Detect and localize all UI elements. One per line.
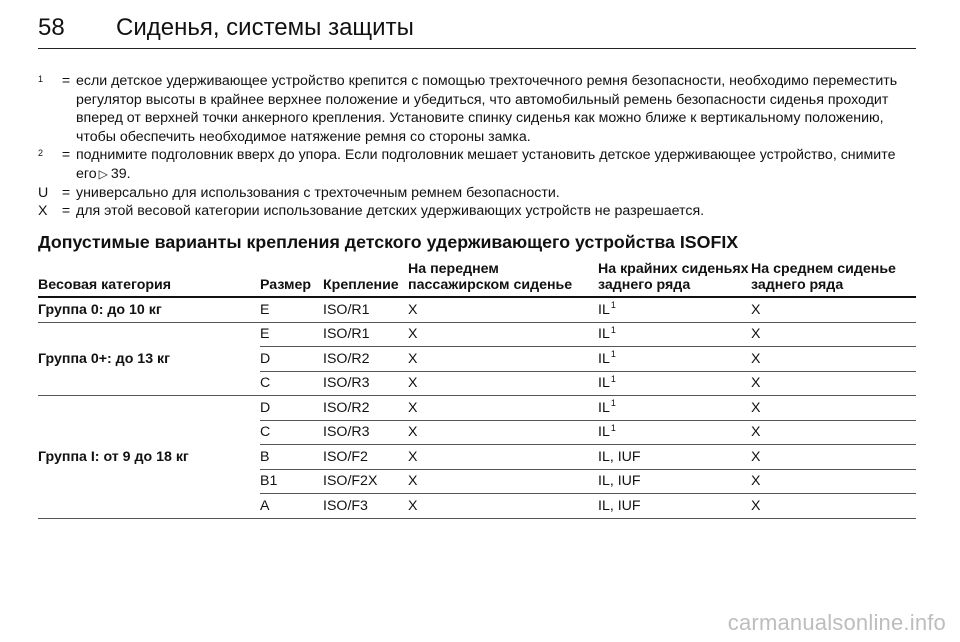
cell-mount-text: ISO/R1: [323, 326, 370, 343]
cell-mount: [323, 322, 408, 347]
table-row: [38, 322, 916, 347]
cell-rear-outer: [598, 371, 751, 396]
cell-rear-outer-text: IL: [598, 375, 610, 392]
header-front-passenger-seat: На переднем пассажирском сиденье: [408, 262, 598, 297]
cell-front-seat-text: X: [408, 448, 418, 465]
table-row: [38, 396, 916, 421]
cell-size-text: E: [260, 326, 270, 343]
footnote-marker: 1: [610, 398, 616, 409]
cell-front-seat-text: X: [408, 424, 418, 441]
isofix-table: [38, 262, 916, 519]
cell-size: [260, 322, 323, 347]
page-title: Сиденья, системы защиты: [116, 14, 414, 41]
cell-rear-middle-text: X: [751, 448, 761, 465]
legend-u: [38, 184, 914, 203]
cell-size: [260, 445, 323, 470]
cell-size: [260, 371, 323, 396]
cell-rear-middle-text: X: [751, 473, 761, 490]
cell-mount-text: ISO/F2: [323, 448, 368, 465]
cell-mount-text: ISO/F2X: [323, 473, 378, 490]
cell-rear-outer: [598, 322, 751, 347]
footnote-marker: 1: [610, 422, 616, 433]
table-body: [38, 297, 916, 518]
cell-size: [260, 469, 323, 494]
cell-rear-middle: [751, 347, 916, 372]
cell-rear-outer-text: IL: [598, 424, 610, 441]
footnote-marker: 1: [610, 300, 616, 311]
page-reference[interactable]: 39.: [110, 165, 131, 182]
cell-rear-middle-text: X: [751, 424, 761, 441]
footnote-2: [38, 146, 914, 183]
cell-size-text: C: [260, 424, 271, 441]
cell-size-text: D: [260, 399, 271, 416]
cell-rear-middle-text: X: [751, 301, 761, 318]
legend-key: X: [38, 203, 48, 220]
cell-rear-outer-text: IL, IUF: [598, 448, 641, 465]
cell-front-seat-text: X: [408, 399, 418, 416]
cell-rear-outer: [598, 297, 751, 322]
cell-rear-middle-text: X: [751, 326, 761, 343]
weight-group-label: Группа 0: до 10 кг: [38, 297, 260, 322]
cell-mount-text: ISO/R1: [323, 301, 370, 318]
cell-rear-middle-text: X: [751, 375, 761, 392]
page-number: 58: [38, 14, 65, 41]
cell-mount: [323, 469, 408, 494]
cell-front-seat-text: X: [408, 375, 418, 392]
page-reference-arrow-icon: ▷: [98, 166, 108, 181]
cell-rear-middle-text: X: [751, 497, 761, 514]
cell-rear-outer: [598, 445, 751, 470]
watermark: carmanualsonline.info: [727, 610, 946, 635]
footnotes: [38, 72, 914, 221]
cell-rear-outer-text: IL, IUF: [598, 473, 641, 490]
cell-rear-outer-text: IL: [598, 350, 610, 367]
cell-mount: [323, 396, 408, 421]
cell-size: [260, 396, 323, 421]
cell-size-text: B1: [260, 473, 278, 490]
legend-x: [38, 202, 914, 221]
legend-equals: =: [61, 184, 71, 201]
cell-front-seat: [408, 420, 598, 445]
cell-size: [260, 297, 323, 322]
cell-front-seat: [408, 494, 598, 519]
cell-rear-middle: [751, 469, 916, 494]
cell-mount: [323, 297, 408, 322]
cell-mount-text: ISO/R3: [323, 375, 370, 392]
footnote-key: 1: [38, 74, 44, 84]
cell-size: [260, 347, 323, 372]
cell-front-seat: [408, 347, 598, 372]
cell-size-text: C: [260, 375, 271, 392]
cell-rear-middle-text: X: [751, 350, 761, 367]
cell-front-seat: [408, 297, 598, 322]
cell-mount: [323, 420, 408, 445]
cell-rear-middle: [751, 445, 916, 470]
cell-rear-outer: [598, 347, 751, 372]
cell-size-text: B: [260, 448, 270, 465]
cell-mount-text: ISO/R3: [323, 424, 370, 441]
cell-rear-middle: [751, 297, 916, 322]
cell-mount: [323, 347, 408, 372]
cell-front-seat-text: X: [408, 350, 418, 367]
cell-rear-middle: [751, 420, 916, 445]
cell-rear-middle: [751, 322, 916, 347]
header-weight-category: Весовая категория: [38, 262, 260, 297]
cell-front-seat: [408, 445, 598, 470]
footnote-equals: =: [61, 147, 71, 164]
section-title: Допустимые варианты крепления детского удерживающего устройства ISOFIX: [38, 232, 739, 252]
cell-rear-outer: [598, 396, 751, 421]
table-header-row: [38, 262, 916, 297]
cell-size-text: A: [260, 497, 270, 514]
header-mount: Крепление: [323, 262, 408, 297]
cell-rear-middle: [751, 396, 916, 421]
legend-equals: =: [61, 203, 71, 220]
cell-mount-text: ISO/R2: [323, 399, 370, 416]
cell-rear-outer: [598, 494, 751, 519]
footnote-key: 2: [38, 148, 44, 159]
footnote-equals: =: [61, 73, 71, 89]
cell-rear-outer: [598, 469, 751, 494]
cell-front-seat-text: X: [408, 497, 418, 514]
header-size: Размер: [260, 262, 323, 297]
footnote-marker: 1: [610, 349, 616, 360]
header-rear-middle-seat: На среднем сиденье заднего ряда: [751, 262, 916, 297]
footnote-text: поднимите подголовник вверх до упора. Если подголовник мешает установить детское удерживающее устройство, снимите его ▷ 39.: [76, 147, 896, 182]
legend-text: для этой весовой категории использование детских удерживающих устройств не разрешается.: [76, 203, 705, 220]
footnote-text: если детское удерживающее устройство крепится с помощью трехточечного ремня безопасности, необходимо переместить регулятор высоты в крайнее верхнее положение и убедиться, что автомобильный ремень безопасности сиденья проходит вперед от верхней точки анкерного крепления. Установите спинку сиденья как можно ближе к вертикальному положению, чтобы обеспечить необходимое натяжение ремня со стороны замка.: [76, 73, 898, 145]
cell-front-seat-text: X: [408, 301, 418, 318]
cell-rear-middle-text: X: [751, 399, 761, 416]
cell-rear-middle: [751, 371, 916, 396]
cell-front-seat: [408, 371, 598, 396]
cell-rear-middle: [751, 494, 916, 519]
cell-mount-text: ISO/F3: [323, 497, 368, 514]
cell-mount-text: ISO/R2: [323, 350, 370, 367]
cell-size: [260, 420, 323, 445]
cell-rear-outer: [598, 420, 751, 445]
page-header: [38, 8, 916, 49]
footnote-marker: 1: [610, 373, 616, 384]
footnote-1: [38, 72, 914, 146]
cell-size-text: E: [260, 301, 270, 318]
header-rear-outer-seats: На крайних сиденьях заднего ряда: [598, 262, 751, 297]
cell-size: [260, 494, 323, 519]
cell-rear-outer-text: IL: [598, 326, 610, 343]
weight-group-label: Группа I: от 9 до 18 кг: [38, 396, 260, 519]
cell-mount: [323, 371, 408, 396]
cell-front-seat-text: X: [408, 326, 418, 343]
cell-front-seat: [408, 322, 598, 347]
table-row: [38, 297, 916, 322]
cell-rear-outer-text: IL: [598, 399, 610, 416]
cell-mount: [323, 445, 408, 470]
cell-front-seat-text: X: [408, 473, 418, 490]
weight-group-label: Группа 0+: до 13 кг: [38, 322, 260, 396]
legend-text: универсально для использования с трехточечным ремнем безопасности.: [76, 184, 560, 201]
cell-front-seat: [408, 396, 598, 421]
cell-rear-outer-text: IL: [598, 301, 610, 318]
cell-rear-outer-text: IL, IUF: [598, 497, 641, 514]
cell-mount: [323, 494, 408, 519]
cell-front-seat: [408, 469, 598, 494]
legend-key: U: [38, 184, 49, 201]
footnote-marker: 1: [610, 324, 616, 335]
cell-size-text: D: [260, 350, 271, 367]
